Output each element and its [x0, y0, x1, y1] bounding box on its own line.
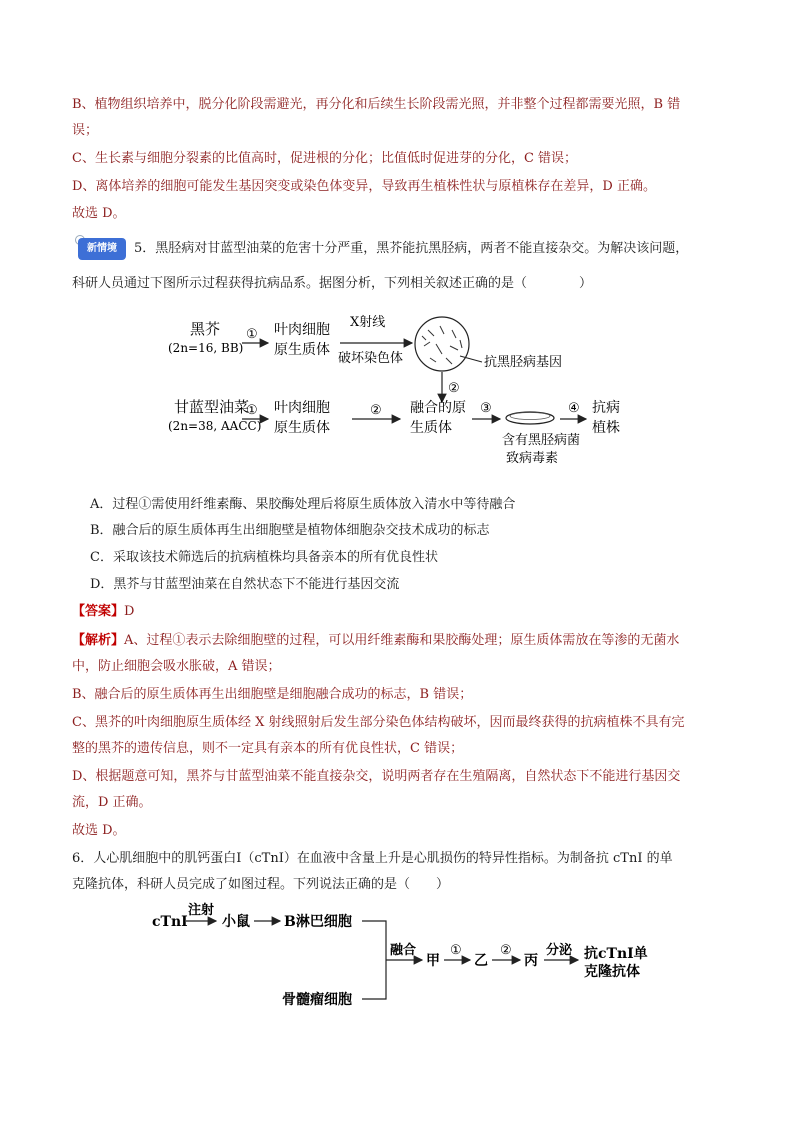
q5-option-b: B．融合后的原生质体再生出细胞壁是植物体细胞杂交技术成功的标志 [90, 523, 490, 538]
resistant-plant-label-1: 抗病 [592, 400, 620, 416]
step4-label: ④ [568, 401, 580, 416]
b-lymphocyte-label: B淋巴细胞 [284, 914, 352, 930]
resistant-plant-label-2: 植株 [592, 420, 620, 436]
myeloma-label: 骨髓瘤细胞 [282, 992, 352, 1008]
fused-protoplast-label-1: 融合的原 [410, 400, 466, 416]
toxin-label-2: 致病毒素 [506, 451, 559, 466]
prev-choice: 故选 D。 [72, 206, 126, 221]
q6-step1-label: ① [450, 943, 462, 958]
q6-stem-line2: 克隆抗体，科研人员完成了如图过程。下列说法正确的是（ ） [72, 877, 450, 892]
product-label-2: 克隆抗体 [584, 964, 640, 980]
ganlan-label: 甘蓝型油菜 [174, 398, 250, 416]
product-label-1: 抗cTnI单 [584, 946, 648, 962]
q5-option-c: C．采取该技术筛选后的抗病植株均具备亲本的所有优良性状 [90, 550, 438, 565]
q5-diagram [160, 312, 660, 472]
q5-analysis-c-line2: 整的黑芥的遗传信息，则不一定具有亲本的所有优良性状，C 错误； [72, 741, 464, 756]
resistance-gene-label: 抗黑胫病基因 [484, 355, 563, 370]
ganlan-genome: (2n=38, AACC) [168, 419, 262, 433]
analysis-tag: 【解析】 [72, 633, 125, 648]
secrete-label: 分泌 [546, 943, 573, 958]
q5-stem-line1: 5．黑胫病对甘蓝型油菜的危害十分严重，黑芥能抗黑胫病，两者不能直接杂交。为解决该问题， [134, 241, 689, 256]
fusion-bracket [362, 921, 386, 999]
mouse-label: 小鼠 [222, 914, 250, 930]
heijie-label: 黑芥 [190, 320, 221, 338]
jia-label: 甲 [426, 953, 440, 969]
q5-analysis-c-line1: C、黑芥的叶肉细胞原生质体经 X 射线照射后发生部分染色体结构破坏，因而最终获得的抗病植株不具有完 [72, 715, 685, 730]
q5-option-d: D．黑芥与甘蓝型油菜在自然状态下不能进行基因交流 [90, 577, 400, 592]
q6-diagram [150, 900, 680, 1015]
q6-step2-label: ② [500, 943, 512, 958]
bing-label: 丙 [524, 953, 538, 969]
q5-analysis-d-line2: 流，D 正确。 [72, 795, 152, 810]
new-context-badge: 新情境 [78, 238, 126, 260]
prev-analysis-d: D、离体培养的细胞可能发生基因突变或染色体变异，导致再生植株性状与原植株存在差异，D 正确。 [72, 179, 656, 194]
step1-label-top: ① [246, 327, 258, 342]
protoplast-label-1: 原生质体 [274, 342, 330, 358]
q5-analysis-d-line1: D、根据题意可知，黑芥与甘蓝型油菜不能直接杂交，说明两者存在生殖隔离，自然状态下不能进行基因交 [72, 769, 681, 784]
fusion-label: 融合 [390, 943, 417, 958]
q5-answer-line [72, 603, 134, 621]
yerou-label-1: 叶肉细胞 [274, 322, 330, 338]
destroy-chromosome-label: 破坏染色体 [338, 351, 404, 366]
q5-stem-line2: 科研人员通过下图所示过程获得抗病品系。据图分析，下列相关叙述正确的是（ ） [72, 276, 593, 291]
xray-label: X射线 [350, 315, 386, 330]
answer-tag: 【答案】 [72, 604, 125, 619]
q6-stem-line1: 6．人心肌细胞中的肌钙蛋白Ⅰ（cTnI）在血液中含量上升是心肌损伤的特异性指标。为制备抗 cTnI 的单 [72, 851, 673, 866]
prev-analysis-c: C、生长素与细胞分裂素的比值高时，促进根的分化；比值低时促进芽的分化，C 错误； [72, 151, 578, 166]
fused-protoplast-label-2: 生质体 [410, 420, 452, 436]
yerou-label-2: 叶肉细胞 [274, 400, 330, 416]
answer-value: D [124, 604, 135, 619]
prev-analysis-b-line2: 误； [72, 123, 99, 138]
q5-option-a: A．过程①需使用纤维素酶、果胶酶处理后将原生质体放入清水中等待融合 [90, 497, 516, 512]
step1-label-bottom: ① [246, 403, 258, 418]
q5-analysis-a-line1 [72, 632, 679, 650]
q5-choice: 故选 D。 [72, 823, 126, 838]
heijie-genome: (2n=16, BB) [168, 341, 244, 355]
step3-label: ③ [480, 401, 492, 416]
step2-label-vertical: ② [448, 381, 460, 396]
ctni-label: cTnI [152, 914, 188, 930]
protoplast-label-2: 原生质体 [274, 420, 330, 436]
yi-label: 乙 [474, 953, 488, 969]
analysis-a-text: A、过程①表示去除细胞壁的过程，可以用纤维素酶和果胶酶处理；原生质体需放在等渗的无菌水 [124, 633, 680, 648]
inject-label: 注射 [188, 903, 215, 918]
toxin-label-1: 含有黑胫病菌 [502, 433, 581, 448]
q5-analysis-b: B、融合后的原生质体再生出细胞壁是细胞融合成功的标志，B 错误； [72, 687, 473, 702]
step2-label-horizontal: ② [370, 403, 382, 418]
prev-analysis-b-line1: B、植物组织培养中，脱分化阶段需避光，再分化和后续生长阶段需光照，并非整个过程都需要光照，B 错 [72, 97, 681, 112]
q5-analysis-a-line2: 中，防止细胞会吸水胀破，A 错误； [72, 659, 281, 674]
